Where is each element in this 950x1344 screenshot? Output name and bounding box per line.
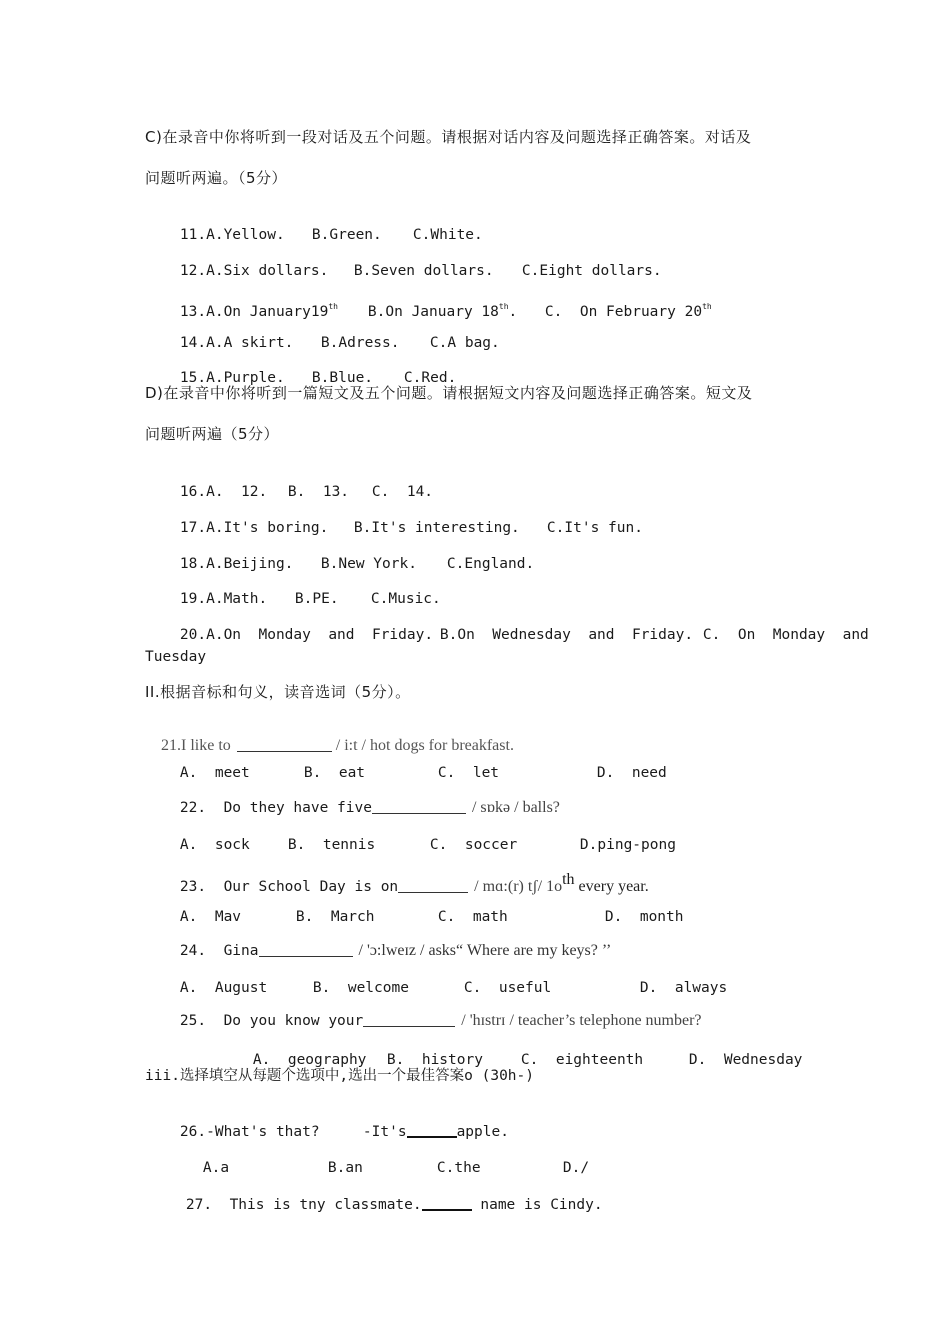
option-a: A. meet <box>179 765 250 781</box>
option-c: C. let <box>437 765 500 781</box>
option-b: B. tennis <box>287 837 376 853</box>
option-a: 13.A.On January19th <box>179 302 338 320</box>
option-a: 11.A.Yellow. <box>179 227 285 243</box>
section-d-instruction-line2: 问题听两遍（5分） <box>145 425 280 443</box>
question-26-stem: 26.-What's that? -It's apple. <box>179 1124 509 1140</box>
answer-blank <box>407 1122 457 1138</box>
option-c: C.England. <box>446 556 535 572</box>
option-c: C. soccer <box>429 837 518 853</box>
option-b: B.It's interesting. <box>353 520 520 536</box>
option-a: A. August <box>179 980 268 996</box>
option-c: C.White. <box>412 227 483 243</box>
section-ii-title: II.根据音标和句义，读音选词（5分）。 <box>145 683 411 701</box>
option-d: D./ <box>562 1160 590 1176</box>
option-a: A. Mav <box>179 909 242 925</box>
option-d: D. need <box>596 765 667 781</box>
option-a: 14.A.A skirt. <box>179 335 294 351</box>
option-c: C.It's fun. <box>546 520 643 536</box>
option-b: B.Adress. <box>320 335 400 351</box>
option-b: B. eat <box>303 765 366 781</box>
option-c: C.Music. <box>370 591 441 607</box>
question-20 <box>145 605 869 665</box>
option-c: C. useful <box>463 980 552 996</box>
option-b: B.On Wednesday and Friday. <box>439 627 694 643</box>
option-d: D.ping-pong <box>579 837 676 853</box>
question-21-stem: 21.I like to / i:t / hot dogs for breakfast. <box>161 737 514 754</box>
option-c: C.Eight dollars. <box>521 263 662 279</box>
option-c: C. math <box>437 909 508 925</box>
section-c-instruction-line2: 问题听两遍。（5分） <box>145 169 288 187</box>
option-d: D. month <box>604 909 684 925</box>
option-b: B.Green. <box>311 227 382 243</box>
option-c: C. On February 20th <box>544 302 712 320</box>
option-c: C. eighteenth <box>520 1052 644 1068</box>
question-22-stem: 22. Do they have five / sɒkə / balls? <box>179 799 560 816</box>
answer-blank <box>363 1012 455 1027</box>
option-a: 18.A.Beijing. <box>179 556 294 572</box>
option-c: C.the <box>436 1160 481 1176</box>
option-a: A.a <box>202 1160 230 1176</box>
option-b: B. 13. <box>287 484 350 500</box>
question-20-wrap: Tuesday <box>145 649 207 665</box>
option-d: D. always <box>639 980 728 996</box>
option-d: D. Wednesday <box>688 1052 803 1068</box>
option-b: B. history <box>386 1052 483 1068</box>
answer-blank <box>372 799 466 814</box>
question-23-stem: 23. Our School Day is on / mɑ:(r) tʃ/ $1o^{th}$ every year. <box>179 871 649 895</box>
option-c: C.Red. <box>403 370 457 386</box>
option-a: 19.A.Math. <box>179 591 268 607</box>
option-b: B. March <box>295 909 375 925</box>
option-b: B.On January 18th. <box>367 302 518 320</box>
option-b: B.Seven dollars. <box>353 263 494 279</box>
option-a: 15.A.Purple. <box>179 370 285 386</box>
option-a: 12.A.Six dollars. <box>179 263 329 279</box>
option-a: 16.A. 12. <box>179 484 268 500</box>
option-c: C. 14. <box>371 484 434 500</box>
option-a: A. sock <box>179 837 250 853</box>
option-c: C. On Monday and <box>702 627 869 643</box>
option-a: 17.A.It's boring. <box>179 520 329 536</box>
option-c: C.A bag. <box>429 335 500 351</box>
option-a: 20.A.On Monday and Friday. <box>179 627 434 643</box>
question-25-stem: 25. Do you know your / 'hɪstrɪ / teacher’s telephone number? <box>179 1012 702 1029</box>
section-iii-title: iii.选择填空从每题个选项中,选出一个最佳答案o (30h-) <box>145 1068 534 1084</box>
option-b: B. welcome <box>312 980 409 996</box>
option-a: A. geography <box>252 1052 367 1068</box>
question-27-stem: 27. This is tny classmate. name is Cindy. <box>185 1197 603 1213</box>
option-b: B.Blue. <box>311 370 374 386</box>
answer-blank <box>259 942 353 957</box>
option-b: B.PE. <box>294 591 339 607</box>
question-24-stem: 24. Gina / 'ɔ:lweɪz / asks“ Where are my keys? ’’ <box>179 942 612 959</box>
section-c-instruction-line1: C)在录音中你将听到一段对话及五个问题。请根据对话内容及问题选择正确答案。对话及 <box>145 128 752 146</box>
option-b: B.an <box>327 1160 363 1176</box>
section-d-instruction-line1: D)在录音中你将听到一篇短文及五个问题。请根据短文内容及问题选择正确答案。短文及 <box>145 384 753 402</box>
answer-blank <box>422 1195 472 1211</box>
option-b: B.New York. <box>320 556 417 572</box>
